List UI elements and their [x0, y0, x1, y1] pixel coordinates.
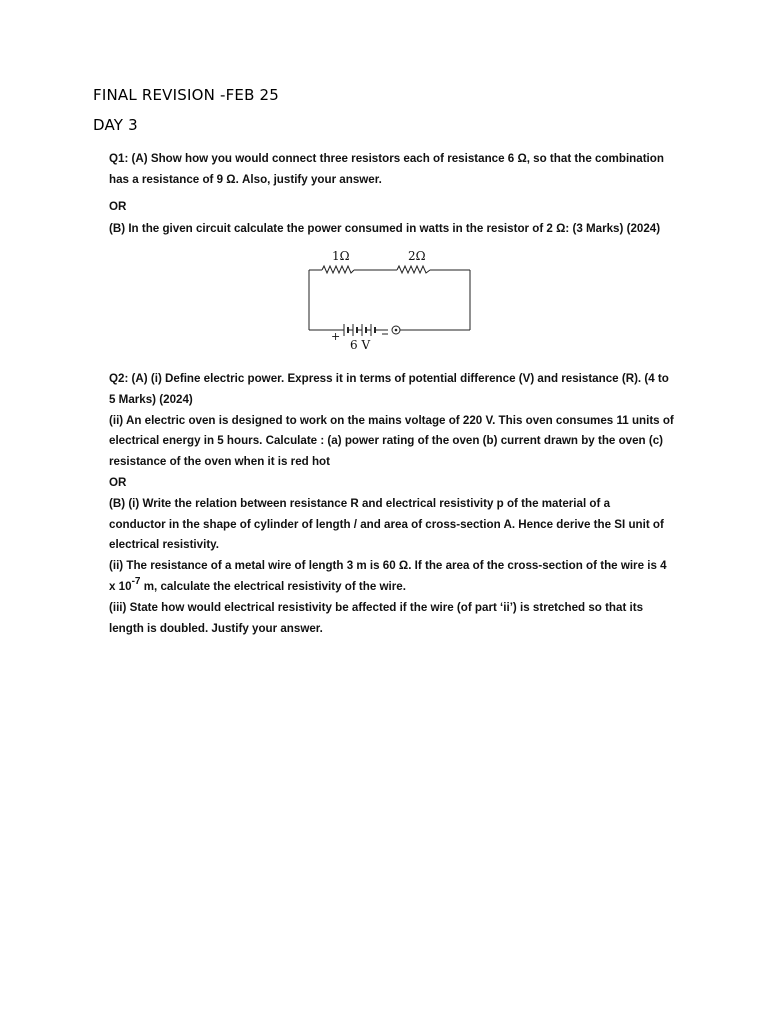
circuit-wire-top [309, 266, 470, 273]
battery-icon [344, 324, 375, 336]
resistor-1-label: 1Ω [332, 249, 350, 263]
question-2-line-1: Q2: (A) (i) Define electric power. Express it in terms of potential difference (V) and resistance (R). (4 to [109, 372, 669, 385]
question-2 [109, 369, 679, 639]
question-2-line-8: electrical resistivity. [109, 538, 219, 552]
question-1-part-a-line-2: has a resistance of 9 Ω. Also, justify your answer. [109, 172, 382, 186]
resistor-2-label: 2Ω [408, 249, 426, 263]
resistor-2-icon [397, 266, 430, 273]
question-2-line-11: (iii) State how would electrical resistivity be affected if the wire (of part ‘ii’) is stretched so that its [109, 600, 644, 614]
question-2-line-2: 5 Marks) (2024) [109, 392, 193, 406]
document-subtitle: DAY 3 [93, 116, 138, 134]
question-2-line-4: electrical energy in 5 hours. Calculate : (a) power rating of the oven (b) current drawn by the oven (c) [109, 434, 664, 448]
question-2-line-5: resistance of the oven when it is red hot [109, 455, 330, 469]
question-2-line-6: (B) (i) Write the relation between resistance R and electrical resistivity p of the material of a [109, 496, 611, 510]
question-1-part-a [109, 149, 679, 191]
battery-voltage-label: 6 V [350, 338, 371, 352]
question-2-line-12: length is doubled. Justify your answer. [109, 621, 323, 635]
question-2-line-7: conductor in the shape of cylinder of length / and area of cross-section A. Hence derive the SI unit of [109, 517, 664, 531]
line-10-prefix: x 10 [109, 579, 132, 593]
question-2-or-label: OR [109, 475, 127, 489]
circuit-diagram [300, 246, 480, 354]
circuit-wire-sides [309, 270, 470, 330]
question-2-line-9: (ii) The resistance of a metal wire of length 3 m is 60 Ω. If the area of the cross-section of the wire is 4 [109, 559, 667, 573]
question-1-part-b: (B) In the given circuit calculate the power consumed in watts in the resistor of 2 Ω: (3 Marks) (2024) [109, 222, 661, 235]
document-title: FINAL REVISION -FEB 25 [93, 86, 280, 104]
battery-positive-sign: + [331, 330, 341, 343]
question-1-or-label: OR [109, 200, 127, 213]
question-1-part-a-line-1: Q1: (A) Show how you would connect three resistors each of resistance 6 Ω, so that the combination [109, 152, 664, 165]
exponent: -7 [131, 575, 141, 587]
resistor-1-icon [322, 266, 354, 273]
question-2-line-3: (ii) An electric oven is designed to work on the mains voltage of 220 V. This oven consumes 11 units of [109, 413, 674, 427]
question-2-line-10 [109, 577, 679, 598]
line-10-suffix: m, calculate the electrical resistivity of the wire. [140, 579, 406, 593]
